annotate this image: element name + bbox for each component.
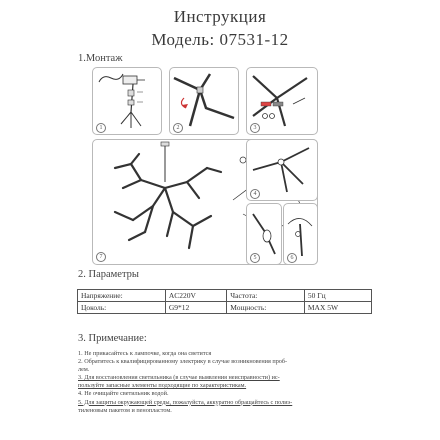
document-title: Инструкция [173, 7, 267, 26]
section-params-heading: 2. Параметры [78, 269, 139, 280]
step-number: 6 [287, 253, 297, 263]
note-line: 4. Не очищайте светильник водой. [78, 390, 169, 398]
note-line: пользуйте запасные элементы подходящие по характеристикам. [78, 382, 247, 390]
step-6-panel [283, 203, 318, 265]
table-cell: 50 Гц [304, 290, 371, 302]
table-cell: Частота: [227, 290, 305, 302]
notes-list [78, 350, 378, 415]
note-line: 5. Для защиты окружающей среды, пожалуйста, аккуратно обращайтесь с полиэ- [78, 398, 293, 406]
note-line: 3. Для восстановления светильника (в случае выявления неисправности) ис- [78, 374, 280, 382]
section-notes-heading: 3. Примечание: [78, 333, 147, 344]
step-number: 5 [250, 253, 260, 263]
note-line: 2. Обратитесь к квалифицированному электрику в случае возникновения проб- [78, 358, 288, 366]
step-number: 1 [96, 123, 106, 133]
note-line: лем. [78, 366, 90, 374]
table-cell: G9*12 [165, 302, 226, 314]
step-2-panel [169, 67, 239, 135]
step-number: 3 [250, 123, 260, 133]
step-5-panel [246, 203, 282, 265]
step-number: 7 [96, 252, 106, 262]
note-line: 1. Не прикасайтесь к лампочке, когда она светится [78, 350, 212, 357]
step-3-panel [246, 67, 318, 135]
table-row [78, 302, 372, 314]
step-number: 4 [250, 189, 260, 199]
step-number: 2 [173, 123, 183, 133]
table-cell: Цоколь: [78, 302, 166, 314]
params-table [77, 289, 372, 314]
table-cell: AC220V [165, 290, 226, 302]
note-line: тиленовым пакетом и пенопластом. [78, 406, 172, 414]
model-number: Модель: 07531-12 [151, 30, 289, 49]
step-1-panel [92, 67, 162, 135]
section-mount-heading: 1.Монтаж [78, 53, 123, 64]
table-row [78, 290, 372, 302]
table-cell: Мощность: [227, 302, 305, 314]
table-cell: MAX 5W [304, 302, 371, 314]
table-cell: Напряжение: [78, 290, 166, 302]
step-4-panel [246, 139, 318, 201]
